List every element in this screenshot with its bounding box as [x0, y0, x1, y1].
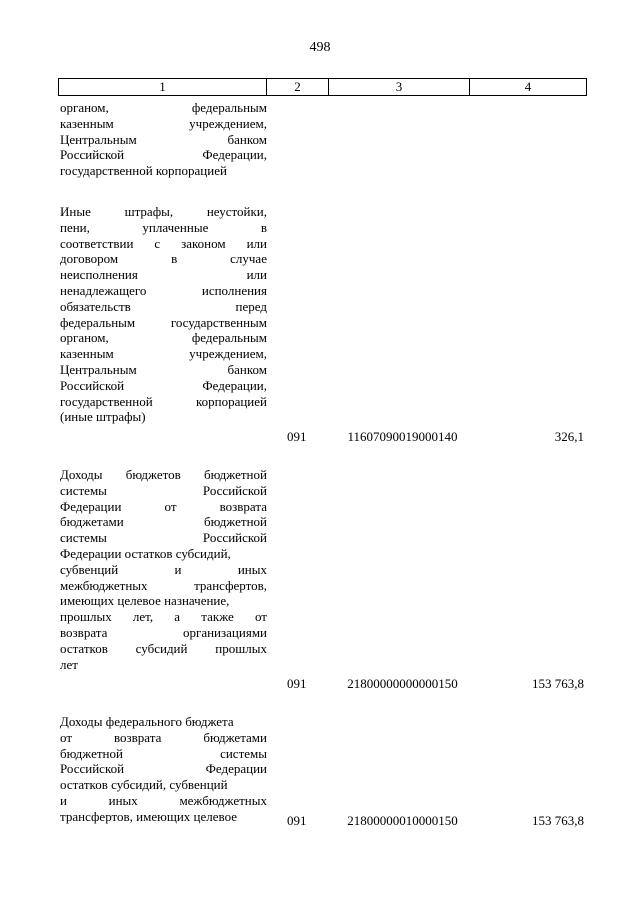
description-word: трансфертов, [194, 577, 267, 593]
description-line [60, 777, 267, 793]
description-line [60, 714, 267, 730]
admin-code: 091 [287, 813, 307, 828]
description-word: и [174, 561, 182, 577]
description-word: Центральным [60, 131, 137, 147]
page-number: 498 [309, 40, 331, 55]
description-word: перед [235, 298, 267, 314]
description-word: обязательств [60, 298, 131, 314]
column-header-3: 3 [329, 79, 470, 95]
description-line [60, 330, 267, 346]
description-line [60, 251, 267, 267]
description-line [60, 147, 267, 163]
description-word: Российской [202, 482, 267, 498]
description-word: бюджетами [60, 514, 124, 530]
description-line [60, 362, 267, 378]
description-word: федеральным [191, 100, 267, 115]
column-header-2: 2 [267, 79, 329, 95]
description-word: договором [60, 251, 119, 267]
description-word: возврата [60, 624, 108, 640]
description-line [60, 625, 267, 641]
description-line [60, 220, 267, 236]
description-line [60, 514, 267, 530]
description-word: Доходы [60, 467, 103, 482]
description-word: возврата [219, 498, 267, 514]
description-word: государственной корпорацией [60, 163, 227, 179]
budget-classification-code: 11607090019000140 [347, 429, 458, 444]
description-word: также [201, 609, 234, 625]
description-word: неисполнения [60, 267, 138, 283]
row-description [60, 714, 267, 825]
description-word: государственной [60, 393, 153, 409]
description-word: лет [60, 656, 78, 672]
description-word: федеральным [191, 330, 267, 346]
description-line [60, 657, 267, 673]
description-word: случае [230, 251, 267, 267]
description-word: остатков субсидий, субвенций [60, 777, 228, 793]
description-word: неустойки, [206, 204, 267, 219]
description-line [60, 499, 267, 515]
description-word: учреждением, [189, 346, 267, 362]
description-word: от [60, 729, 73, 745]
admin-code: 091 [287, 676, 307, 691]
description-word: с [154, 235, 161, 251]
description-word: субвенций [60, 561, 119, 577]
description-line [60, 593, 267, 609]
description-word: прошлых [60, 609, 112, 625]
description-word: государственным [170, 314, 267, 330]
description-line [60, 394, 267, 410]
description-word: имеющих целевое назначение, [60, 593, 230, 609]
description-word: иных [108, 792, 138, 808]
description-word: Доходы федерального бюджета [60, 714, 234, 729]
description-word: бюджетной [204, 467, 267, 482]
row-description [60, 467, 267, 672]
description-word: бюджетами [203, 729, 267, 745]
column-header-4: 4 [524, 79, 532, 94]
description-word: Иные [60, 204, 91, 219]
description-word: (иные штрафы) [60, 409, 146, 425]
description-word: Федерации [205, 761, 267, 777]
description-word: Российской [60, 377, 125, 393]
description-word: трансфертов, имеющих целевое [60, 808, 238, 824]
description-line [60, 761, 267, 777]
description-word: штрафы, [124, 204, 174, 219]
description-line [60, 530, 267, 546]
description-word: и [60, 792, 67, 808]
description-word: Российской [60, 147, 125, 163]
description-line [60, 132, 267, 148]
description-word: Федерации остатков субсидий, [60, 545, 231, 561]
description-word: пени, [60, 219, 90, 235]
description-line [60, 730, 267, 746]
description-line [60, 409, 267, 425]
description-word: бюджетной [204, 514, 267, 530]
description-word: банком [227, 131, 267, 147]
row-description [60, 100, 267, 179]
description-word: системы [60, 482, 107, 498]
description-line [60, 116, 267, 132]
description-word: от [164, 498, 177, 514]
description-word: межбюджетных [60, 577, 148, 593]
description-line [60, 315, 267, 331]
table-header [58, 78, 587, 96]
description-line [60, 346, 267, 362]
description-word: лет, [132, 609, 154, 625]
description-word: соответствии [60, 235, 134, 251]
description-word: иных [237, 561, 267, 577]
description-line [60, 546, 267, 562]
description-word: Федерации [60, 498, 122, 514]
description-word: прошлых [215, 640, 267, 656]
description-word: системы [220, 745, 267, 761]
description-word: субсидий [135, 640, 188, 656]
description-word: законом [181, 235, 226, 251]
row-description [60, 204, 267, 425]
description-word: казенным [60, 346, 114, 362]
description-line [60, 100, 267, 116]
description-word: Федерации, [202, 377, 267, 393]
admin-code: 091 [287, 429, 307, 444]
description-line [60, 467, 267, 483]
description-word: органом, [60, 100, 109, 115]
description-word: в [260, 219, 267, 235]
budget-classification-code: 21800000000000150 [347, 676, 458, 691]
description-word: Федерации, [202, 147, 267, 163]
budget-classification-code: 21800000010000150 [347, 813, 458, 828]
description-word: Российской [202, 530, 267, 546]
description-word: или [246, 235, 267, 251]
description-word: в [171, 251, 178, 267]
description-word: а [174, 609, 181, 625]
amount: 153 763,8 [532, 813, 584, 828]
description-word: корпорацией [195, 393, 267, 409]
description-word: исполнения [201, 282, 267, 298]
column-header-1: 1 [59, 79, 267, 95]
description-line [60, 236, 267, 252]
description-word: банком [227, 361, 267, 377]
description-line [60, 609, 267, 625]
description-word: учреждением, [189, 115, 267, 131]
description-line [60, 299, 267, 315]
description-word: от [254, 609, 267, 625]
description-line [60, 163, 267, 179]
description-word: организациями [183, 624, 267, 640]
description-word: органом, [60, 330, 109, 346]
description-word: федеральным [60, 314, 136, 330]
description-line [60, 562, 267, 578]
description-line [60, 283, 267, 299]
description-line [60, 641, 267, 657]
description-word: бюджетной [60, 745, 123, 761]
description-line [60, 746, 267, 762]
description-word: Центральным [60, 361, 137, 377]
description-line [60, 483, 267, 499]
description-word: межбюджетных [179, 792, 267, 808]
description-line [60, 578, 267, 594]
description-line [60, 793, 267, 809]
description-word: или [246, 267, 267, 283]
description-word: возврата [113, 729, 162, 745]
amount: 326,1 [554, 429, 584, 444]
description-line [60, 809, 267, 825]
description-word: остатков [60, 640, 108, 656]
description-word: системы [60, 530, 107, 546]
description-word: ненадлежащего [60, 282, 147, 298]
description-word: Российской [60, 761, 125, 777]
description-line [60, 378, 267, 394]
description-word: бюджетов [125, 467, 181, 482]
description-line [60, 204, 267, 220]
description-line [60, 267, 267, 283]
description-word: уплаченные [142, 219, 209, 235]
amount: 153 763,8 [532, 676, 584, 691]
description-word: казенным [60, 115, 114, 131]
